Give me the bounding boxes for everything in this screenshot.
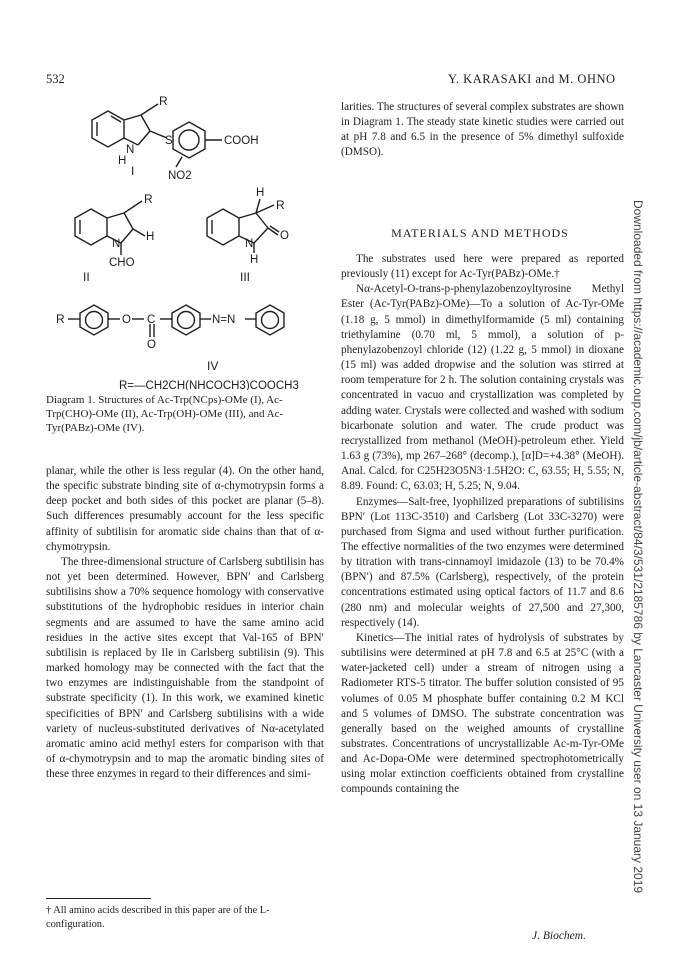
page-number: 532 xyxy=(46,72,65,86)
struct2-h-label: H xyxy=(146,231,155,243)
struct4-c-label: C xyxy=(147,314,156,326)
struct1-no2-label: NO2 xyxy=(168,170,192,182)
methods-paragraph-1: The substrates used here were prepared as reported previously (11) except for Ac-Tyr(PABz)-OMe.† xyxy=(341,253,624,281)
footnote-rule xyxy=(46,898,151,899)
left-paragraph-2: The three-dimensional structure of Carlsberg subtilisin has not yet been determined. However, BPN′ and Carlsberg subtilisins show a 70% sequence homology with conservative substitutions of the hydrophobic residues in interior chain segments and are assumed to have the same amino acid residues in the active sites except that Val-165 of BPN′ subtilisin is replaced by Ile in Carlsberg subtilisin (9). This marked homology may be connected with the fact that the two enzymes are indistinguishable from the standpoint of substrate specificity (1). In this work, we examined kinetic specificities of BPN′ and Carlsberg subtilisins with a wide variety of nucleus-substituted derivatives of Nα-acetylated aromatic amino acid methyl esters for comparison with that of α-chymotrypsin and to map the aromatic binding sites of these three enzymes in regard to their differences and simi- xyxy=(46,555,324,781)
methods-paragraph-2: Nα-Acetyl-O-trans-p-phenylazobenzoyltyrosine Methyl Ester (Ac-Tyr(PABz)-OMe)—To a solution of Ac-Tyr-OMe (1.18 g, 5 mmol) in dimethylformamide (5 ml) containing triethylamine (0.70 ml, 5 mmol), a solution of p-phenylazobenzoyl chloride (12) (1.22 g, 5 mmol) in dioxane (15 ml) was added dropwise and the solution was stirred at room temperature for 2 h. The solution containing crystals was concentrated in vacuo and crystallization was completed by adding water. Crystals were collected and washed with sodium bicarbonate solution and water. The crude product was recrystallized from methanol (MeOH)-petroleum ether. Yield 1.63 g (73%), mp 267–268° (decomp.), [α]D=+4.38° (MeOH). Anal. Calcd. for C25H23O5N3·1.5H2O: C, 63.55; H, 5.55; N, 8.89. Found: C, 63.03; H, 5.25; N, 9.04. xyxy=(341,283,624,493)
methods-paragraph-3: Enzymes—Salt-free, lyophilized preparations of subtilisins BPN′ (Lot 113C-3510) and Carlsberg (Lot 33C-3270) were purchased from Sigma and used without further purification. The effective normalities of the two enzymes were determined by titration with trans-cinnamoyl imidazole (13) to be 70.4% (BPN′) and 87.5% (Carlsberg), respectively, of the protein concentrations estimated using optical factors of 11.7 and 8.6 (280 nm) and molecular weights of 27,500 and 27,300, respectively (14). xyxy=(341,495,624,629)
struct4-number: IV xyxy=(207,359,219,373)
right-paragraph-intro: larities. The structures of several complex substrates are shown in Diagram 1. The steady state kinetic studies were carried out at pH 7.8 and 6.5 in the presence of 5% dimethyl sulfoxide (DMSO). xyxy=(341,101,624,159)
struct2-n-label: N xyxy=(112,238,121,250)
struct3-o-label: O xyxy=(280,230,289,242)
struct3-nh-label: H xyxy=(250,254,259,266)
struct1-n-label: N xyxy=(126,144,135,156)
diagram-caption: Diagram 1. Structures of Ac-Trp(NCps)-OMe (I), Ac-Trp(CHO)-OMe (II), Ac-Trp(OH)-OMe (III), and Ac-Tyr(PABz)-OMe (IV). xyxy=(46,394,284,434)
struct1-h-label: H xyxy=(118,155,127,167)
struct3-n-label: N xyxy=(245,238,254,250)
struct2-number: II xyxy=(83,270,90,284)
structure-diagram xyxy=(46,95,336,395)
methods-paragraph-4: Kinetics—The initial rates of hydrolysis of substrates by subtilisins were determined at pH 7.8 and 6.5 at 25°C (with a water-jacketed cell) under a stream of nitrogen using a Radiometer RTS-5 titrator. The buffer solution consisted of 95 volumes of 0.05 M phosphate buffer containing 0.2 M KCl and 5 volumes of DMSO. The substrate concentration was generally based on the weighed amounts of crystalline substrates. Concentrations of uncrystallizable Ac-m-Tyr-OMe and Ac-Dopa-OMe were determined spectrophotometrically using molar extinction coefficients obtained from crystalline compounds containing the xyxy=(341,631,624,796)
r-definition: R=—CH2CH(NHCOCH3)COOCH3 xyxy=(119,380,299,390)
left-column xyxy=(46,464,324,782)
footnote: † All amino acids described in this paper are of the L-configuration. xyxy=(46,905,270,930)
struct1-s-label: S xyxy=(165,135,173,147)
struct3-number: III xyxy=(240,270,251,284)
download-side-note: Downloaded from https://academic.oup.com/jb/article-abstract/84/3/531/2185786 by Lancaster University user on 13 January 2019 xyxy=(631,200,645,894)
struct4-carbonyl-o-label: O xyxy=(147,339,156,351)
right-column-methods xyxy=(341,252,624,798)
structure-drawing xyxy=(46,95,336,390)
left-paragraph-1: planar, while the other is less regular (4). On the other hand, the specific substrate binding site of α-chymotrypsin forms a deep pocket and both sides of this pocket are planar (5–8). Such differences presumably account for the less specific affinity of subtilisin for aromatic side chains than that of α-chymotrypsin. xyxy=(46,465,324,553)
struct1-cooh-label: COOH xyxy=(224,135,259,147)
struct3-h-label: H xyxy=(256,187,265,199)
struct2-r-label: R xyxy=(144,192,153,206)
right-column-top xyxy=(341,100,624,161)
struct3-r-label: R xyxy=(276,198,285,212)
section-heading: MATERIALS AND METHODS xyxy=(391,226,569,240)
struct1-r-label: R xyxy=(159,95,168,108)
struct4-o-label: O xyxy=(122,314,131,326)
struct1-number: I xyxy=(131,164,135,178)
struct4-r-label: R xyxy=(56,312,65,326)
journal-name: J. Biochem. xyxy=(532,930,586,942)
struct2-cho-label: CHO xyxy=(109,257,135,269)
struct4-azo-label: N=N xyxy=(212,314,236,326)
running-head-authors: Y. KARASAKI and M. OHNO xyxy=(448,72,616,86)
